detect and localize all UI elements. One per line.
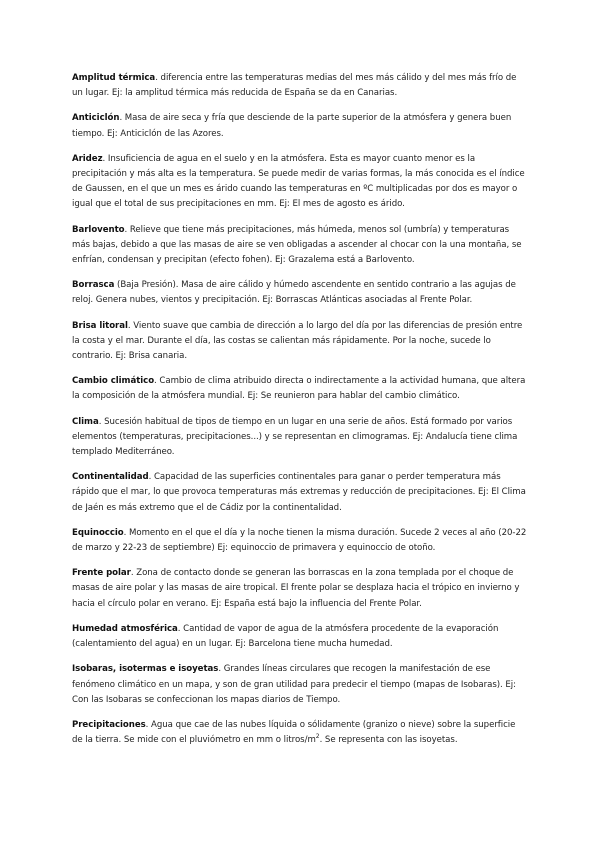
glossary-entry-isobaras <box>72 662 528 708</box>
entry-term: Barlovento <box>72 224 125 235</box>
entry-definition: . diferencia entre las temperaturas medias del mes más cálido y del mes más frío de un lugar. Ej: la amplitud térmica más reducida de España se da en Canarias. <box>72 73 517 99</box>
entry-definition: . Agua que cae de las nubes líquida o sólidamente (granizo o nieve) sobre la superficie de la tierra. Se mide con el pluviómetro en mm o litros/m <box>72 719 516 746</box>
entry-definition: . Capacidad de las superficies continentales para ganar o perder temperatura más rápido que el mar, lo que provoca temperaturas más extremas y reducción de precipitaciones. Ej: El Clima de Jaén es más extremo que el de Cádiz por la continentalidad. <box>72 472 526 513</box>
entry-term: Continentalidad <box>72 472 149 483</box>
entry-term: Precipitaciones <box>72 719 146 730</box>
entry-term: Humedad atmosférica <box>72 623 178 634</box>
entry-term: Brisa litoral <box>72 320 128 331</box>
glossary-entry-brisa-litoral <box>72 319 528 365</box>
entry-definition: . Momento en el que el día y la noche tienen la misma duración. Sucede 2 veces al año (20-22 de marzo y 22-23 de septiembre) Ej: equinoccio de primavera y equinoccio de otoño. <box>72 527 527 554</box>
entry-definition: . Sucesión habitual de tipos de tiempo en un lugar en una serie de años. Está formado por varios elementos (temperaturas, precipitaciones...) y se representan en climogramas. Ej: Andalucía tiene clima templado Mediterráneo. <box>72 416 518 458</box>
glossary-entry-borrasca <box>72 278 528 308</box>
entry-definition: . Cambio de clima atribuido directa o indirectamente a la actividad humana, que altera la composición de la atmósfera mundial. Ej: Se reunieron para hablar del cambio climático. <box>72 376 526 402</box>
entry-term: Isobaras, isotermas e isoyetas <box>72 664 219 675</box>
entry-term: Aridez <box>72 153 103 164</box>
superscript-exponent: 2 <box>315 733 320 741</box>
entry-term: Borrasca <box>72 280 115 291</box>
glossary-entry-frente-polar <box>72 566 528 612</box>
glossary-entry-amplitud-termica <box>72 71 528 101</box>
glossary <box>72 71 528 758</box>
glossary-entry-clima <box>72 415 528 461</box>
entry-definition: . Insuficiencia de agua en el suelo y en la atmósfera. Esta es mayor cuanto menor es la precipitación y más alta es la temperatura. Se puede medir de varias formas, la más conocida es el índice de Gaussen, en el que un mes es árido cuando las temperaturas en ºC multiplicadas por dos es mayor o igual que el total de sus precipitaciones en mm. Ej: El mes de agosto es árido. <box>72 153 525 210</box>
entry-term: Cambio climático <box>72 376 155 387</box>
entry-term: Clima <box>72 416 99 427</box>
entry-definition: . Masa de aire seca y fría que desciende de la parte superior de la atmósfera y genera buen tiempo. Ej: Anticiclón de las Azores. <box>72 113 512 139</box>
entry-term: Equinoccio <box>72 527 124 538</box>
glossary-entry-aridez <box>72 152 528 213</box>
glossary-entry-barlovento <box>72 223 528 269</box>
entry-definition: . Grandes líneas circulares que recogen la manifestación de ese fenómeno climático en un mapa, y son de gran utilidad para predecir el tiempo (mapas de Isobaras). Ej: Con las Isobaras se confeccionan los mapas diarios de Tiempo. <box>72 664 516 705</box>
entry-term: Anticiclón <box>72 113 120 124</box>
entry-definition-end: . Se representa con las isoyetas. <box>319 735 458 746</box>
entry-definition: . Viento suave que cambia de dirección a lo largo del día por las diferencias de presión entre la costa y el mar. Durante el día, las costas se calientan más rápidamente. Por la noche, sucede lo contrario. Ej: Brisa canaria. <box>72 320 523 362</box>
glossary-entry-equinoccio <box>72 526 528 556</box>
entry-term: Amplitud térmica <box>72 73 156 83</box>
glossary-entry-continentalidad <box>72 470 528 516</box>
glossary-entry-cambio-climatico <box>72 374 528 404</box>
glossary-entry-humedad-atmosferica <box>72 622 528 652</box>
entry-definition: . Relieve que tiene más precipitaciones, más húmeda, menos sol (umbría) y temperaturas más bajas, debido a que las masas de aire se ven obligadas a ascender al chocar con la una montaña, se enfrían, condensan y precipitan (efecto fohen). Ej: Grazalema está a Barlovento. <box>72 224 522 266</box>
entry-definition: (Baja Presión). Masa de aire cálido y húmedo ascendente en sentido contrario a las agujas de reloj. Genera nubes, vientos y precipitación. Ej: Borrascas Atlánticas asociadas al Frente Polar. <box>72 280 516 306</box>
entry-definition: . Cantidad de vapor de agua de la atmósfera procedente de la evaporación (calentamiento del agua) en un lugar. Ej: Barcelona tiene mucha humedad. <box>72 623 499 650</box>
entry-definition: . Zona de contacto donde se generan las borrascas en la zona templada por el choque de masas de aire polar y las masas de aire tropical. El frente polar se desplaza hacia el trópico en invierno y hacia el círculo polar en verano. Ej: España está bajo la influencia del Frente Polar. <box>72 568 520 609</box>
glossary-entry-anticiclon <box>72 111 528 141</box>
glossary-entry-precipitaciones <box>72 718 528 748</box>
entry-term: Frente polar <box>72 568 131 579</box>
